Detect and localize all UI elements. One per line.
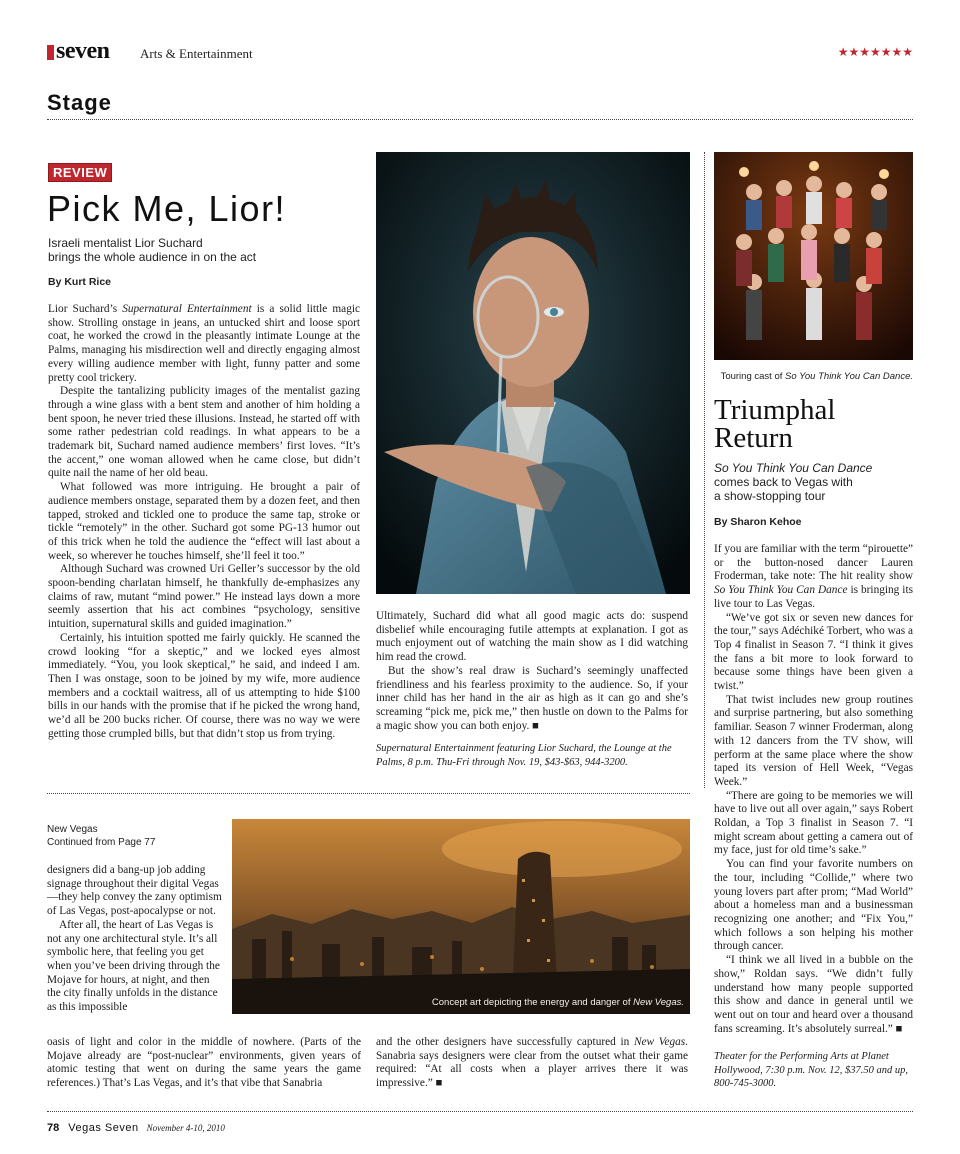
new-vegas-concept-art xyxy=(232,819,690,1014)
paragraph: After all, the heart of Las Vegas is not any one architectural style. It’s all symbolic here, that feeling you get when you’ve been driving through the Mojave for hours, at night, and then the city finally unfolds in the distance as this impossible xyxy=(47,918,220,1014)
article-column-2 xyxy=(376,610,688,733)
deck-line-1: Israeli mentalist Lior Suchard xyxy=(48,236,203,250)
section-divider xyxy=(47,793,690,794)
concept-art-illustration xyxy=(232,819,690,1014)
logo-bar-icon xyxy=(47,45,54,60)
publication-name: Vegas Seven xyxy=(68,1122,139,1134)
side-article-body xyxy=(714,543,913,1036)
column-divider xyxy=(704,152,705,788)
side-byline: By Sharon Kehoe xyxy=(714,516,802,528)
page-number: 78 xyxy=(47,1122,60,1134)
continued-right-column: and the other designers have successfully captured in New Vegas. Sanabria says designers were clear from the outset what their game required: “At all costs when a player arrives there it was impressive.” ■ xyxy=(376,1036,688,1090)
paragraph: “We’ve got six or seven new dances for the tour,” says Adéchiké Torbert, who was a Top 4 finalist in Season 7. “I think it gives the fans a bit more to look forward to because some things have been given a twist.” xyxy=(714,611,914,693)
dance-cast-illustration xyxy=(714,152,913,360)
rating-stars-icon: ★★★★★★★ xyxy=(837,45,913,59)
article-column-1 xyxy=(48,303,360,742)
continued-wide-column: oasis of light and color in the middle of nowhere. (Parts of the Mojave already are “post-nuclear” environments, given years of atomic testing that went on during the same years the game references.) That’s Las Vegas, and it’s that vibe that Sanabria xyxy=(47,1036,361,1090)
show-info: Supernatural Entertainment featuring Lior Suchard, the Lounge at the Palms, 8 p.m. Thu-Fri through Nov. 19, $43-$63, 944-3200. xyxy=(376,743,672,768)
deck-line-2: brings the whole audience in on the act xyxy=(48,250,257,264)
heading-divider xyxy=(47,119,913,120)
byline: By Kurt Rice xyxy=(48,276,112,288)
issue-date: November 4-10, 2010 xyxy=(146,1123,225,1133)
paragraph: Certainly, his intuition spotted me fairly quickly. He scanned the crowd looking “for a skeptic,” and we locked eyes almost immediately. “You, you look skeptical,” he said, and indeed I am. Then I was onstage, soon to be joined by my wife, more audience members and a cocktail waitress, all of us attempting to hide $100 bills in our hands with the promise that if he picked the wrong hand, we’d all be 200 bucks richer. Of course, there was no way we were getting those crumpled bills, but that didn’t stop us from trying. xyxy=(48,631,360,740)
side-article-deck xyxy=(714,461,872,503)
side-article-title xyxy=(714,396,835,452)
footer xyxy=(47,1118,447,1134)
deck-show-name: So You Think You Can Dance xyxy=(714,461,873,475)
paragraph: “There are going to be memories we will have to live out all over again,” says Robert Roldan, a Top 3 finalist in Season 7. “I might scream about getting a camera out of my face, just for old time’s sake.” xyxy=(714,789,913,857)
paragraph: That twist includes new group routines and surprise partnering, but also something familiar. Season 7 winner Froderman, along with 12 dancers from the TV show, will perform at the same place where the show taped its version of Hell Week, “Vegas Week.” xyxy=(714,693,913,788)
title-line-1: Triumphal xyxy=(714,394,836,426)
portrait-photo xyxy=(376,152,690,594)
footer-divider xyxy=(47,1111,913,1112)
paragraph: But the show’s real draw is Suchard’s seemingly unaffected friendliness and his fearless proximity to the audience. So, if your inner child has her hand in the air as high as it can go and she’s screaming “pick me, pick me,” then hustle on down to the Palms for a magic show you can both enjoy. ■ xyxy=(376,664,688,732)
section-label: Arts & Entertainment xyxy=(140,46,253,61)
logo: seven xyxy=(56,38,110,64)
article-title: Pick Me, Lior! xyxy=(47,188,287,229)
paragraph: What followed was more intriguing. He brought a pair of audience members onstage, separated them by a dozen feet, and then tapped, stroked and tickled one to produce the same tap, stroke or tickle “remotely” in the other. Suchard got some PG-13 humor out of this trick when he told the audience the “effect will last about a week, so wherever he touches himself, she’ll feel it too.” xyxy=(48,481,360,562)
paragraph: “I think we all lived in a bubble on the show,” Roldan says. “We didn’t fully understand how many people supported this show and dance in general until we went out on tour and heard over a thousand fans screaming. It’s absolutely surreal.” ■ xyxy=(714,954,913,1035)
deck-line-3: a show-stopping tour xyxy=(714,489,826,503)
side-show-info: Theater for the Performing Arts at Planet Hollywood, 7:30 p.m. Nov. 12, $37.50 and up, 800-745-3000. xyxy=(714,1051,909,1089)
paragraph: You can find your favorite numbers on the tour, including “Collide,” where two young lovers part after prom; “Mad World” about a homeless man and a businessman recognizing one another; and “Fix You,” which follows a son helping his mother through cancer. xyxy=(714,858,913,953)
continued-narrow-column xyxy=(47,864,223,1015)
paragraph: Ultimately, Suchard did what all good magic acts do: suspend disbelief while encouraging futile attempts at explanation. I got as much enjoyment out of watching the main show as I did watching him read the crowd. xyxy=(376,610,688,664)
paragraph: Despite the tantalizing publicity images of the mentalist gazing through a wine glass with a bent stem and another of him holding a bent spoon, he never tried these illusions. Instead, he started off with some rather pedestrian cold readings. In what appears to be a trademark bit, Suchard named audience members’ first loves. “It’s the accent,” one woman allowed when he came close, but didn’t quite nail the name of her old beau. xyxy=(48,385,360,480)
paragraph: If you are familiar with the term “pirouette” or the button-nosed dancer Lauren Froderman, take note: The hit reality show So You Think You Can Dance is bringing its live tour to Las Vegas. xyxy=(714,543,913,610)
article-deck xyxy=(48,236,256,264)
paragraph: designers did a bang-up job adding signage throughout their digital Vegas—they help convey the zany optimism of Las Vegas, post-apocalypse or not. xyxy=(47,864,222,918)
continued-title: New Vegas xyxy=(47,824,98,835)
masthead xyxy=(47,38,917,64)
deck-line-2: comes back to Vegas with xyxy=(714,475,853,489)
continued-from: Continued from Page 77 xyxy=(47,837,156,848)
dance-cast-photo xyxy=(714,152,913,360)
dance-photo-caption: Touring cast of So You Think You Can Dance. xyxy=(720,371,913,382)
paragraph: Although Suchard was crowned Uri Geller’s successor by the old spoon-bending charlatan himself, he thankfully de-emphasizes any claims of raw, mutant “mind power.” He instead lays down a more seemly assertion that his act combines “psychology, sensitive intuition, supernatural skills and guided imagination.” xyxy=(48,563,360,631)
review-label: REVIEW xyxy=(48,163,112,182)
title-line-2: Return xyxy=(714,422,793,454)
portrait-illustration xyxy=(376,152,690,594)
section-heading: Stage xyxy=(47,90,112,115)
paragraph: Lior Suchard’s Supernatural Entertainment is a solid little magic show. Strolling onstage in jeans, an untucked shirt and loose sport coat, he worked the crowd in the pleasantly intimate Lounge at the Palms, managing his misdirection well and directly engaging almost every willing audience member with light, funny patter and some pretty cool trickery. xyxy=(48,303,360,384)
concept-art-caption: Concept art depicting the energy and danger of New Vegas. xyxy=(431,997,684,1008)
